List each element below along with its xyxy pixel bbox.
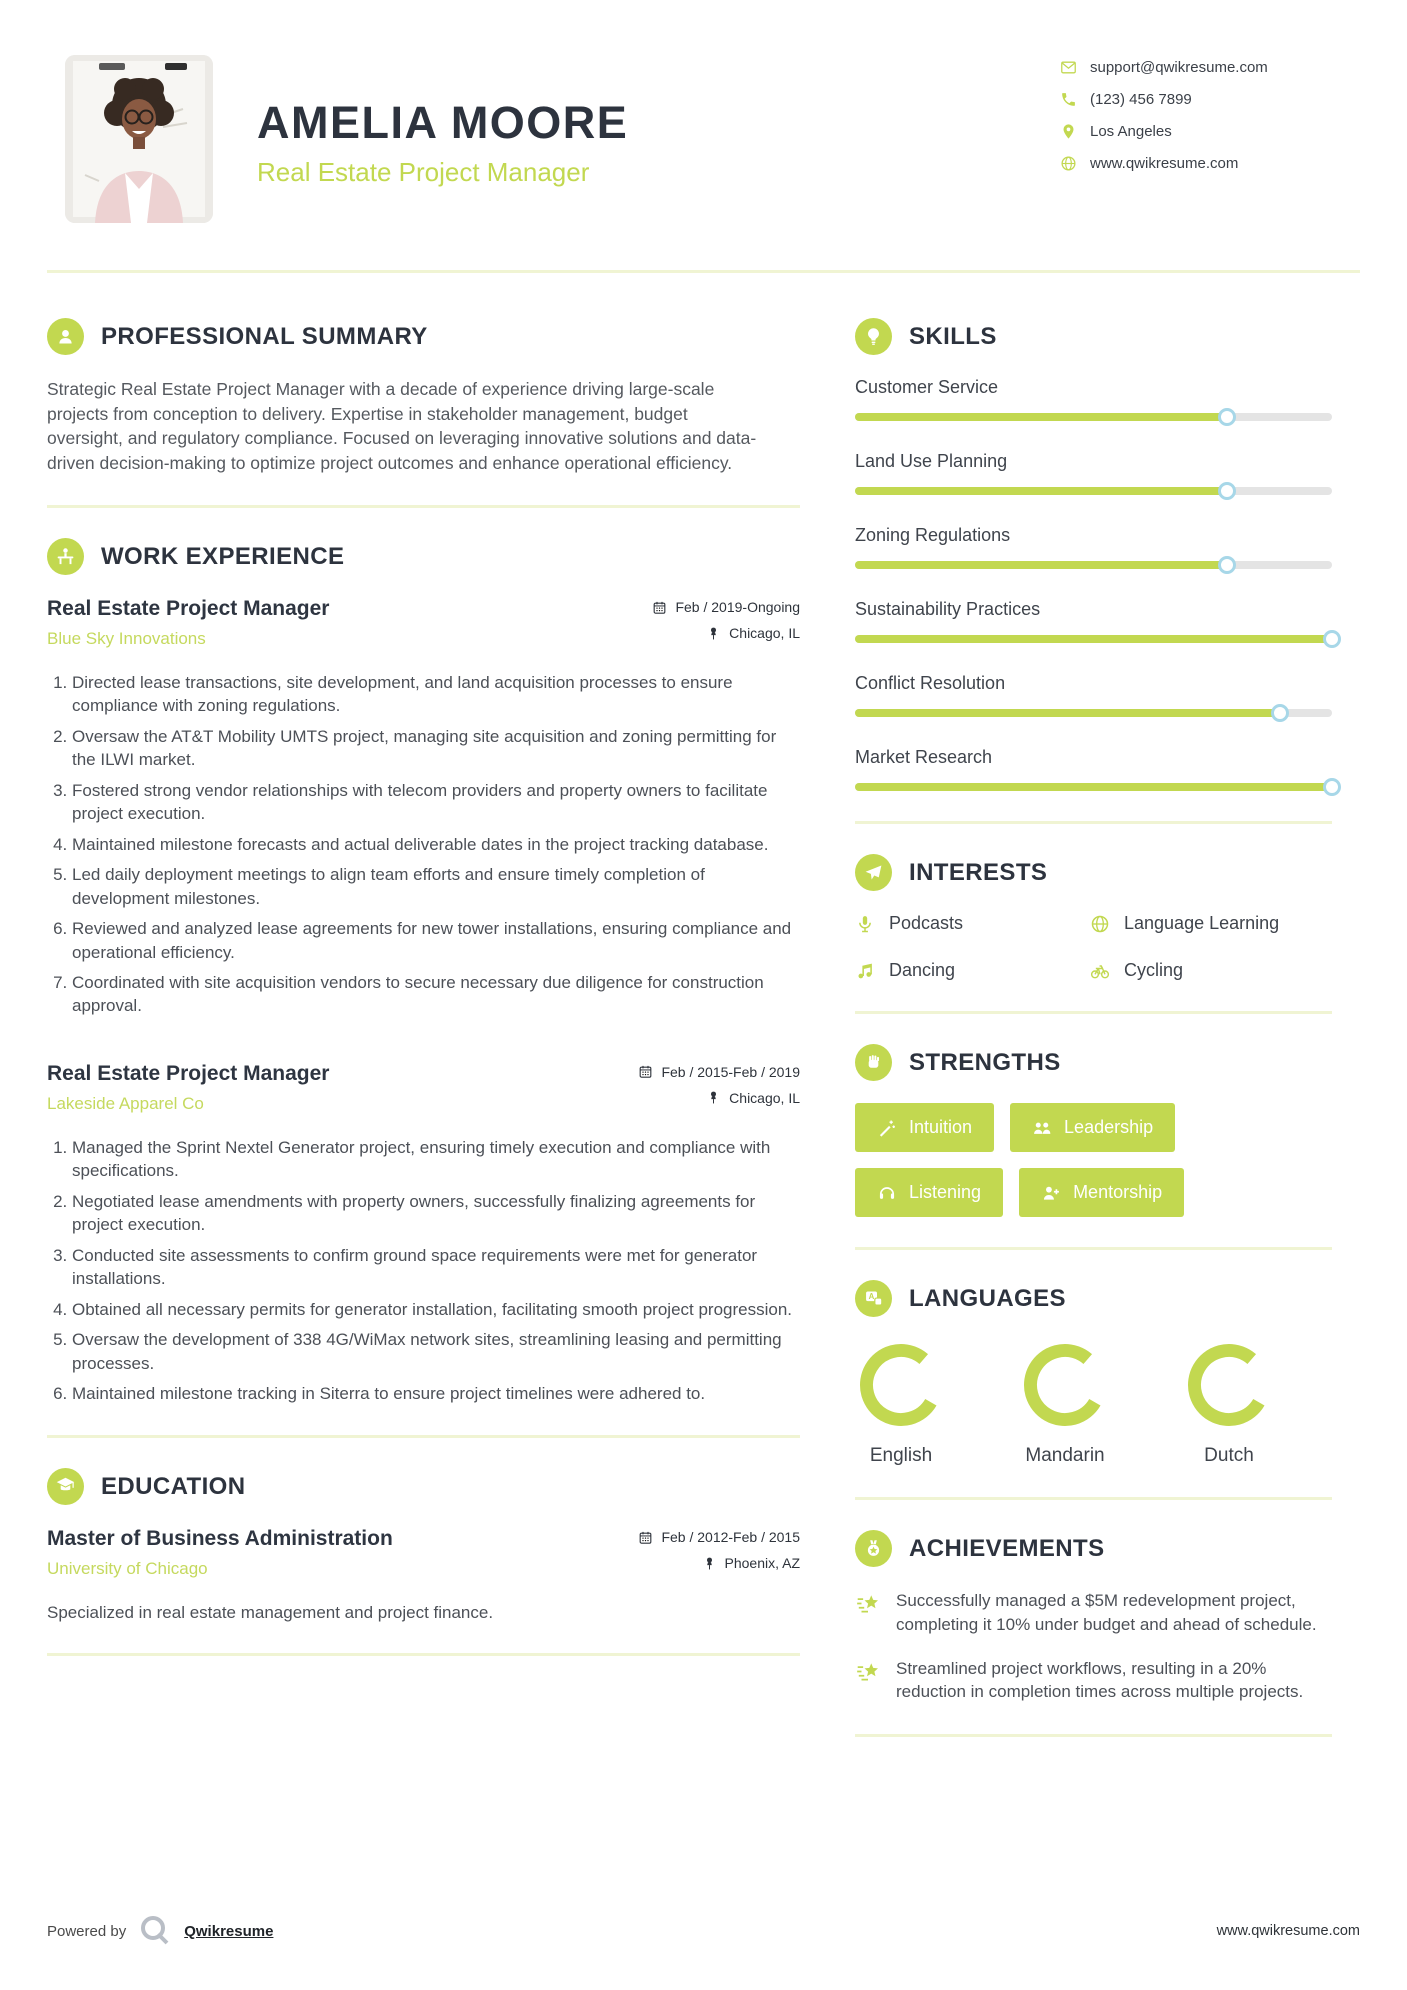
calendar-icon	[638, 1064, 653, 1079]
slider-fill	[855, 487, 1227, 495]
skill-row	[855, 451, 1332, 495]
section-achievements	[855, 1530, 1332, 1704]
education-dates	[638, 1529, 800, 1545]
strength-badge	[1019, 1168, 1184, 1217]
slider-fill	[855, 783, 1332, 791]
interests-grid	[855, 913, 1332, 981]
language-label: Dutch	[1204, 1445, 1254, 1466]
job-bullet: 6. Maintained milestone tracking in Siterra to ensure project timelines were adhered to.	[72, 1382, 800, 1405]
job-2-bullets	[47, 1136, 800, 1406]
language-progress-ring	[1019, 1339, 1111, 1431]
education-note: Specialized in real estate management and project finance.	[47, 1603, 494, 1623]
translate-icon	[855, 1280, 892, 1317]
achievement-item	[855, 1657, 1332, 1705]
right-column	[855, 318, 1360, 1767]
team-icon	[1032, 1118, 1052, 1138]
footer	[47, 1914, 1360, 1948]
fist-icon	[855, 1044, 892, 1081]
skill-slider[interactable]	[855, 487, 1332, 495]
contact-email[interactable]	[1060, 59, 1360, 76]
skills-title: SKILLS	[909, 322, 997, 350]
paper-plane-icon	[855, 854, 892, 891]
interest-item	[1090, 960, 1332, 981]
interest-label: Dancing	[889, 960, 956, 980]
languages-title: LANGUAGES	[909, 1284, 1066, 1312]
job-bullet: 5. Led daily deployment meetings to align team efforts and ensure timely completion of development milestones.	[72, 863, 800, 910]
website-icon	[1060, 155, 1077, 172]
job-bullet: 7. Coordinated with site acquisition vendors to secure necessary due diligence for construction approval.	[72, 971, 800, 1018]
job-1-location-text: Chicago, IL	[729, 625, 800, 641]
skill-slider[interactable]	[855, 635, 1332, 643]
interest-item	[1090, 913, 1332, 934]
content-columns	[0, 273, 1407, 1767]
education-degree: Master of Business Administration	[47, 1527, 393, 1551]
person-icon	[47, 318, 84, 355]
graduate-icon	[47, 1468, 84, 1505]
skill-row	[855, 673, 1332, 717]
job-2-title: Real Estate Project Manager	[47, 1061, 330, 1085]
strength-badge	[855, 1168, 1003, 1217]
section-languages	[855, 1280, 1332, 1467]
shooting-star-icon	[855, 1591, 881, 1617]
location-icon	[1060, 123, 1077, 140]
job-bullet: 2. Negotiated lease amendments with property owners, successfully finalizing agreements for project execution.	[72, 1190, 800, 1237]
section-professional-summary	[47, 318, 800, 475]
job-bullet: 1. Directed lease transactions, site development, and land acquisition processes to ensure compliance with zoning regulations.	[72, 671, 800, 718]
contact-location	[1060, 123, 1360, 140]
slider-knob[interactable]	[1271, 704, 1289, 722]
section-divider	[47, 505, 800, 508]
strength-label: Leadership	[1064, 1117, 1154, 1137]
medal-icon	[855, 1530, 892, 1567]
achievement-text: Streamlined project workflows, resulting in a 20% reduction in completion times across multiple projects.	[896, 1658, 1304, 1702]
skill-label: Sustainability Practices	[855, 599, 1041, 619]
languages-row	[855, 1339, 1275, 1467]
section-divider	[47, 1653, 800, 1656]
education-header	[47, 1468, 800, 1505]
work-icon	[47, 538, 84, 575]
skill-slider[interactable]	[855, 709, 1332, 717]
education-date-text: Feb / 2012-Feb / 2015	[661, 1529, 800, 1546]
skill-slider[interactable]	[855, 413, 1332, 421]
education-school: University of Chicago	[47, 1559, 208, 1579]
job-2-location-text: Chicago, IL	[729, 1089, 800, 1106]
language-label: Mandarin	[1025, 1445, 1105, 1466]
footer-brand-group	[47, 1914, 273, 1948]
strengths-title: STRENGTHS	[909, 1048, 1061, 1076]
interest-label: Language Learning	[1124, 913, 1280, 933]
education-meta	[638, 1529, 800, 1581]
job-bullet: 2. Oversaw the AT&T Mobility UMTS project, managing site acquisition and zoning permitting for the ILWI market.	[72, 725, 800, 772]
job-1-title: Real Estate Project Manager	[47, 597, 330, 620]
left-column	[47, 318, 800, 1767]
calendar-icon	[652, 600, 667, 615]
education-entry-header	[47, 1527, 800, 1581]
pushpin-icon	[706, 626, 721, 641]
section-work-experience	[47, 538, 800, 1405]
slider-knob[interactable]	[1218, 482, 1236, 500]
profile-photo	[65, 55, 213, 223]
shooting-star-icon	[855, 1659, 881, 1685]
slider-knob[interactable]	[1323, 630, 1341, 648]
interests-title: INTERESTS	[909, 858, 1048, 886]
skill-label: Conflict Resolution	[855, 673, 1006, 693]
job-entry-2	[47, 1062, 800, 1406]
job-bullet: 1. Managed the Sprint Nextel Generator project, ensuring timely execution and compliance with specifications.	[72, 1136, 800, 1183]
section-strengths	[855, 1044, 1332, 1217]
job-2-date-text: Feb / 2015-Feb / 2019	[661, 1063, 800, 1080]
summary-title: PROFESSIONAL SUMMARY	[101, 322, 428, 350]
education-location	[638, 1555, 800, 1571]
strength-label: Mentorship	[1073, 1182, 1163, 1202]
strengths-header	[855, 1044, 1332, 1081]
slider-knob[interactable]	[1323, 778, 1341, 796]
email-icon	[1060, 59, 1077, 76]
lightbulb-icon	[855, 318, 892, 355]
interests-header	[855, 854, 1332, 891]
mentor-icon	[1041, 1183, 1061, 1203]
job-1-location	[652, 625, 800, 641]
microphone-icon	[855, 914, 875, 934]
slider-fill	[855, 635, 1332, 643]
section-divider	[855, 1497, 1332, 1500]
job-2-company: Lakeside Apparel Co	[47, 1093, 204, 1113]
language-item	[1019, 1339, 1111, 1467]
job-bullet: 4. Obtained all necessary permits for generator installation, facilitating smooth project progression.	[72, 1298, 800, 1321]
achievement-item	[855, 1589, 1332, 1637]
contact-phone-text: (123) 456 7899	[1090, 91, 1192, 108]
contact-website[interactable]	[1060, 155, 1360, 172]
job-2-location	[638, 1090, 800, 1106]
job-bullet: 6. Reviewed and analyzed lease agreements for new tower installations, ensuring compliance and operational efficiency.	[72, 917, 800, 964]
globe-icon	[1090, 914, 1110, 934]
strengths-grid	[855, 1103, 1285, 1217]
achievement-text: Successfully managed a $5M redevelopment project, completing it 10% under budget and ahead of schedule.	[896, 1591, 1317, 1634]
language-progress-ring	[855, 1339, 947, 1431]
interest-item	[855, 913, 1090, 934]
bicycle-icon	[1090, 961, 1110, 981]
language-item	[855, 1339, 947, 1467]
interest-label: Cycling	[1124, 960, 1184, 980]
section-skills	[855, 318, 1332, 791]
job-1-date-text: Feb / 2019-Ongoing	[675, 599, 800, 615]
slider-knob[interactable]	[1218, 408, 1236, 426]
section-education	[47, 1468, 800, 1623]
contact-location-text: Los Angeles	[1090, 123, 1172, 140]
job-2-meta	[638, 1064, 800, 1116]
section-divider	[855, 1734, 1332, 1737]
skill-row	[855, 599, 1332, 643]
job-1-meta	[652, 599, 800, 651]
language-item	[1183, 1339, 1275, 1467]
strength-label: Intuition	[909, 1117, 973, 1137]
section-interests	[855, 854, 1332, 981]
slider-knob[interactable]	[1218, 556, 1236, 574]
strength-badge	[855, 1103, 994, 1152]
contact-phone[interactable]	[1060, 91, 1360, 108]
section-divider	[47, 1435, 800, 1438]
language-label: English	[869, 1445, 933, 1466]
skill-label: Customer Service	[855, 377, 999, 397]
pushpin-icon	[702, 1556, 717, 1571]
powered-by-label: Powered by	[47, 1922, 127, 1940]
header	[0, 0, 1407, 223]
interest-label: Podcasts	[889, 913, 964, 933]
footer-website[interactable]: www.qwikresume.com	[1216, 1923, 1360, 1939]
qwikresume-logo-icon	[138, 1914, 172, 1948]
languages-header	[855, 1280, 1332, 1317]
language-progress-ring	[1183, 1339, 1275, 1431]
contact-list	[1060, 59, 1360, 187]
contact-website-text: www.qwikresume.com	[1090, 155, 1239, 172]
identity-block	[257, 97, 628, 188]
music-note-icon	[855, 961, 875, 981]
section-divider	[855, 1247, 1332, 1250]
person-title: Real Estate Project Manager	[257, 157, 590, 187]
profile-photo-illustration	[65, 55, 213, 223]
phone-icon	[1060, 91, 1077, 108]
skill-label: Market Research	[855, 747, 993, 767]
contact-email-text: support@qwikresume.com	[1090, 59, 1268, 76]
experience-header	[47, 538, 800, 575]
summary-text: Strategic Real Estate Project Manager with a decade of experience driving large-scale projects from conception to delivery. Expertise in stakeholder management, budget oversight, and regulatory compliance. Focused on leveraging innovative solutions and data-driven decision-making to optimize project outcomes and enhance operational efficiency.	[47, 379, 757, 473]
job-1-bullets	[47, 671, 800, 1018]
slider-fill	[855, 413, 1227, 421]
pushpin-icon	[706, 1090, 721, 1105]
job-entry-1	[47, 597, 800, 1018]
skill-label: Land Use Planning	[855, 451, 1008, 471]
calendar-icon	[638, 1530, 653, 1545]
job-1-dates	[652, 599, 800, 615]
skill-row	[855, 377, 1332, 421]
job-bullet: 5. Oversaw the development of 338 4G/WiMax network sites, streamlining leasing and permitting processes.	[72, 1328, 800, 1375]
skill-slider[interactable]	[855, 783, 1332, 791]
education-title: EDUCATION	[101, 1472, 246, 1500]
qwikresume-link[interactable]: Qwikresume	[184, 1922, 274, 1940]
section-divider	[855, 821, 1332, 824]
person-name: AMELIA MOORE	[257, 97, 629, 148]
job-bullet: 3. Conducted site assessments to confirm ground space requirements were met for generator installations.	[72, 1244, 800, 1291]
job-bullet: 3. Fostered strong vendor relationships with telecom providers and property owners to facilitate project execution.	[72, 779, 800, 826]
interest-item	[855, 960, 1090, 981]
slider-fill	[855, 561, 1227, 569]
strength-badge	[1010, 1103, 1175, 1152]
strength-label: Listening	[909, 1182, 982, 1202]
experience-title: WORK EXPERIENCE	[101, 542, 345, 570]
achievements-title: ACHIEVEMENTS	[909, 1534, 1105, 1562]
headphones-icon	[877, 1183, 897, 1203]
wand-icon	[877, 1118, 897, 1138]
job-2-dates	[638, 1064, 800, 1080]
skill-label: Zoning Regulations	[855, 525, 1011, 545]
education-location-text: Phoenix, AZ	[724, 1555, 800, 1572]
achievements-header	[855, 1530, 1332, 1567]
job-2-header	[47, 1062, 800, 1116]
skills-header	[855, 318, 1332, 355]
summary-header	[47, 318, 800, 355]
skill-row	[855, 747, 1332, 791]
slider-fill	[855, 709, 1280, 717]
job-1-header	[47, 597, 800, 651]
job-1-company: Blue Sky Innovations	[47, 629, 206, 648]
job-bullet: 4. Maintained milestone forecasts and actual deliverable dates in the project tracking database.	[72, 833, 800, 856]
skill-row	[855, 525, 1332, 569]
skill-slider[interactable]	[855, 561, 1332, 569]
section-divider	[855, 1011, 1332, 1014]
